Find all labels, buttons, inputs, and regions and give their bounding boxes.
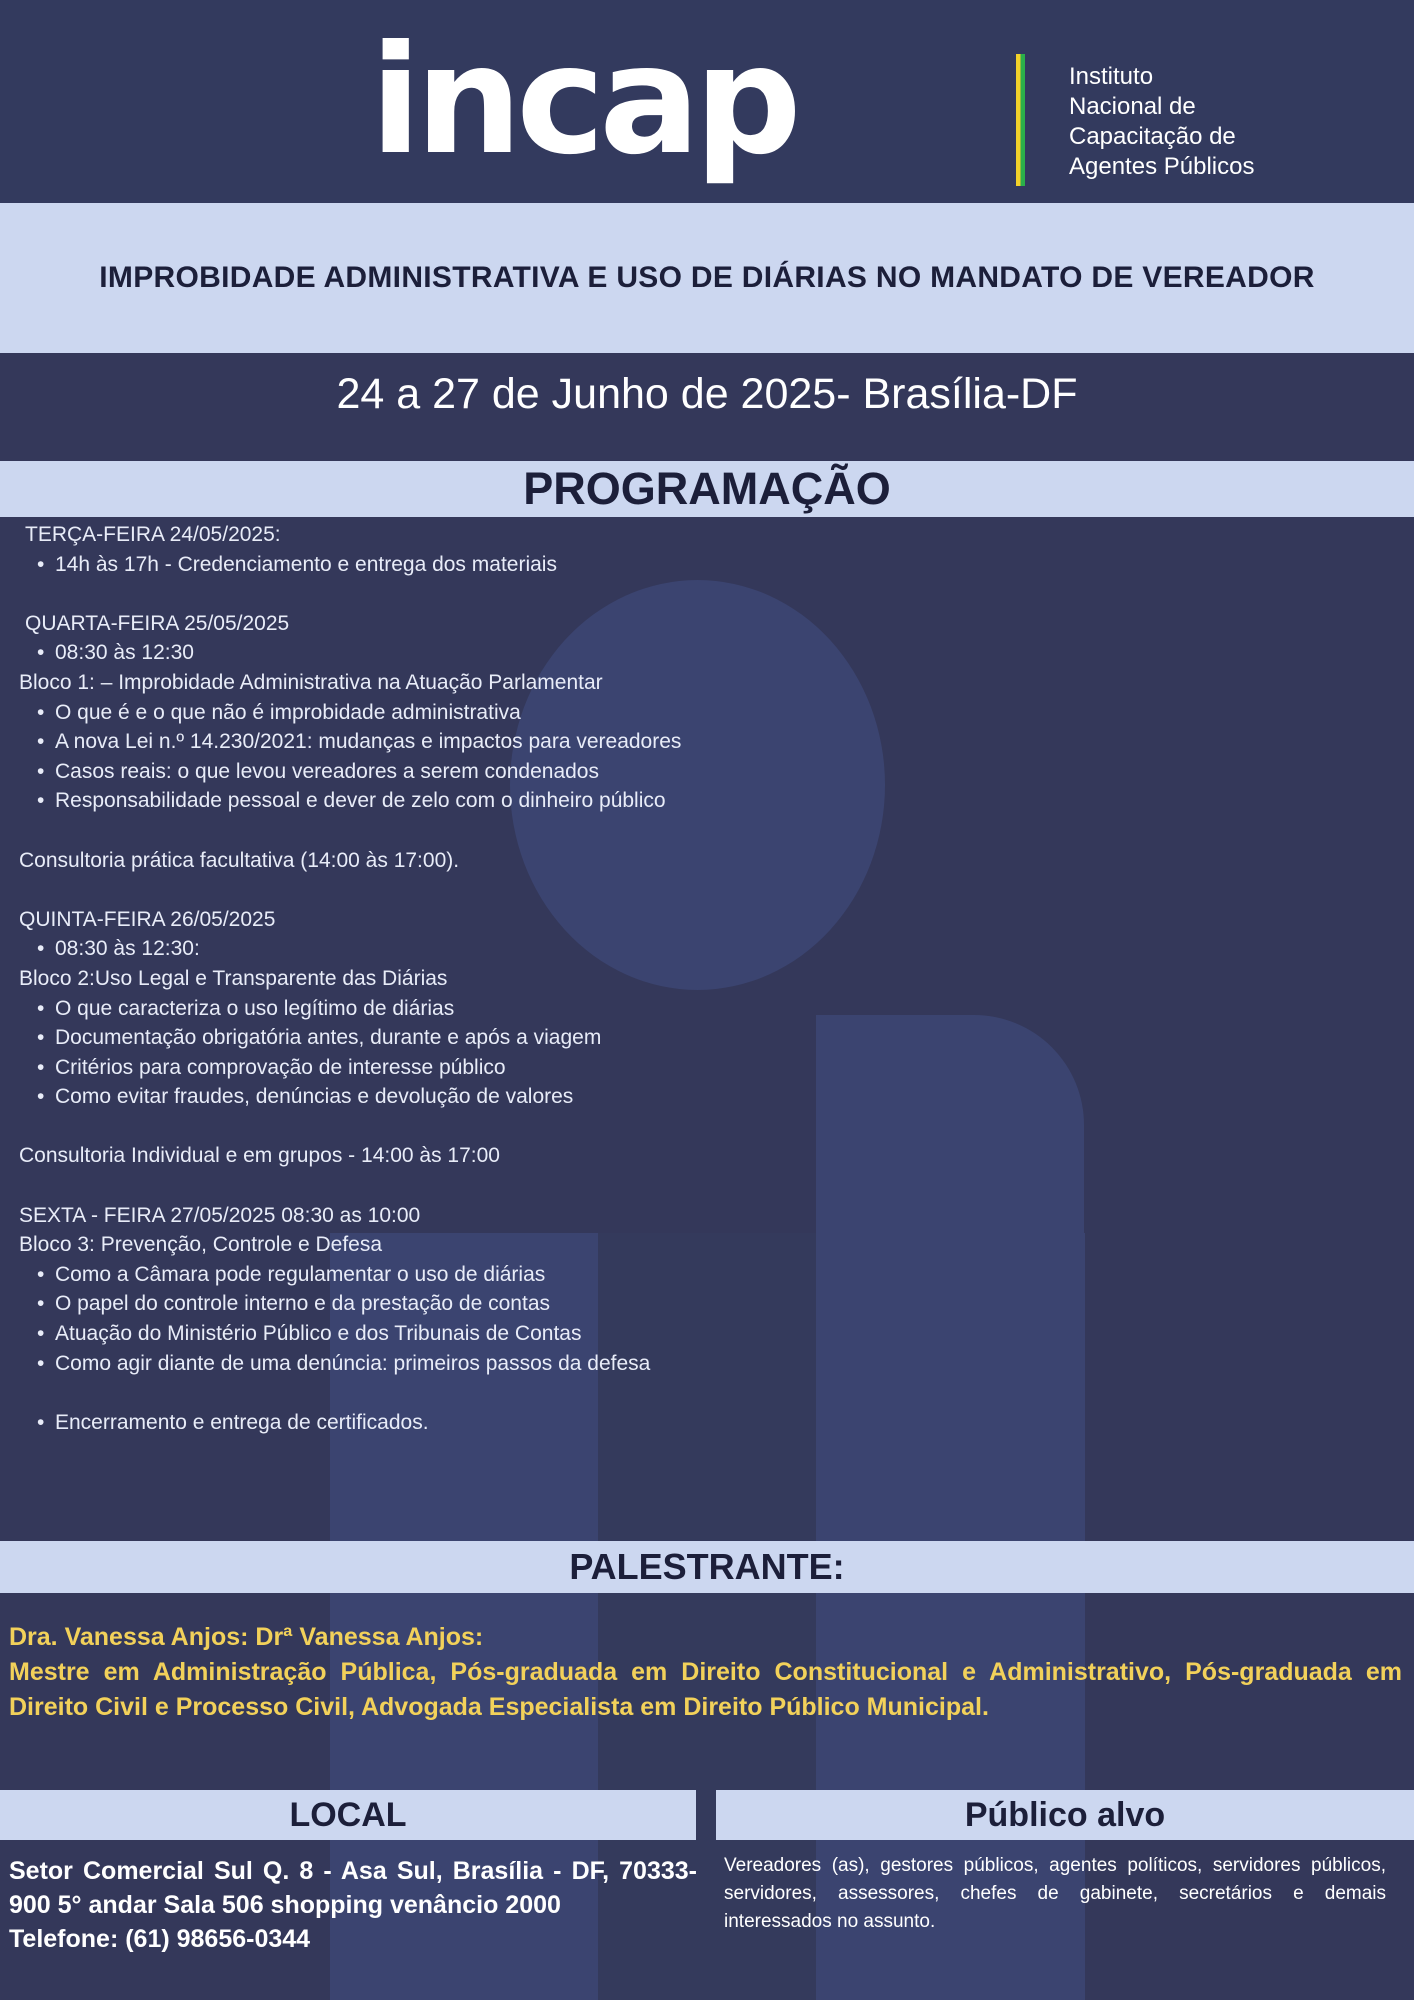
header (0, 0, 1414, 203)
schedule-bullet-item: • O que é e o que não é improbidade administrativa (19, 698, 1119, 728)
local-address: Setor Comercial Sul Q. 8 - Asa Sul, Brasília - DF, 70333-900 5° andar Sala 506 shopping venâncio 2000 (9, 1857, 697, 1919)
schedule-bullet-item: • Como agir diante de uma denúncia: primeiros passos da defesa (19, 1349, 1119, 1379)
schedule-line: Bloco 1: – Improbidade Administrativa na Atuação Parlamentar (19, 670, 603, 694)
schedule-spacer (19, 1112, 1119, 1142)
programacao-heading: PROGRAMAÇÃO (523, 463, 891, 514)
schedule-line: Consultoria prática facultativa (14:00 às 17:00). (19, 848, 460, 872)
schedule-bullet-item: • Casos reais: o que levou vereadores a serem condenados (19, 757, 1119, 787)
logo-wordmark: incap (370, 14, 796, 188)
schedule-spacer (19, 875, 1119, 905)
speaker-name: Dra. Vanessa Anjos: Drª Vanessa Anjos: (9, 1623, 484, 1651)
logo-divider-bar (1016, 54, 1025, 186)
schedule-bullet-item: • 08:30 às 12:30 (19, 638, 1119, 668)
publico-alvo-text: Vereadores (as), gestores públicos, agentes políticos, servidores públicos, servidores, assessores, chefes de gabinete, secretários e demais interessados no assunto. (724, 1855, 1386, 1932)
schedule-bullet-item: • Responsabilidade pessoal e dever de zelo com o dinheiro público (19, 786, 1119, 816)
schedule-line: QUINTA-FEIRA 26/05/2025 (19, 907, 276, 931)
local-heading: LOCAL (289, 1795, 407, 1834)
local-band (0, 1790, 696, 1840)
schedule-bullet-item: • Documentação obrigatória antes, durante e após a viagem (19, 1023, 1119, 1053)
schedule-line: Bloco 3: Prevenção, Controle e Defesa (19, 1233, 383, 1257)
schedule-bullet-item: • Atuação do Ministério Público e dos Tribunais de Contas (19, 1319, 1119, 1349)
schedule-bullet-item: • A nova Lei n.º 14.230/2021: mudanças e impactos para vereadores (19, 727, 1119, 757)
event-title: IMPROBIDADE ADMINISTRATIVA E USO DE DIÁRIAS NO MANDATO DE VEREADOR (99, 261, 1315, 294)
logo-subtitle-line: Instituto (1069, 63, 1154, 90)
schedule-spacer (19, 579, 1119, 609)
schedule-line: SEXTA - FEIRA 27/05/2025 08:30 as 10:00 (19, 1203, 421, 1227)
event-date-location: 24 a 27 de Junho de 2025- Brasília-DF (336, 370, 1078, 418)
schedule-bullet-item: • Como a Câmara pode regulamentar o uso de diárias (19, 1260, 1119, 1290)
publico-alvo-info (724, 1852, 1386, 1936)
schedule-spacer (19, 1378, 1119, 1408)
speaker-info (9, 1620, 1402, 1725)
speaker-bio: Mestre em Administração Pública, Pós-graduada em Direito Constitucional e Administrativo, Pós-graduada em Direito Civil e Processo Civil, Advogada Especialista em Direito Público Municipal. (9, 1658, 1402, 1721)
palestrante-heading: PALESTRANTE: (569, 1546, 845, 1587)
schedule-bullet-item: • 08:30 às 12:30: (19, 934, 1119, 964)
event-title-band (0, 203, 1414, 353)
logo-subtitle-line: Agentes Públicos (1069, 153, 1255, 180)
schedule-bullet-item: • Como evitar fraudes, denúncias e devolução de valores (19, 1082, 1119, 1112)
publico-alvo-band (716, 1790, 1414, 1840)
schedule-spacer (19, 1171, 1119, 1201)
logo-subtitle-line: Capacitação de (1069, 123, 1236, 150)
schedule-line: QUARTA-FEIRA 25/05/2025 (25, 611, 290, 635)
programacao-band (0, 461, 1414, 517)
schedule-bullet-item: • 14h às 17h - Credenciamento e entrega dos materiais (19, 550, 1119, 580)
schedule-line: Consultoria Individual e em grupos - 14:00 às 17:00 (19, 1144, 500, 1168)
logo-subtitle-line: Nacional de (1069, 93, 1196, 120)
local-info (9, 1854, 697, 1956)
schedule-bullet-item: • O papel do controle interno e da prestação de contas (19, 1289, 1119, 1319)
schedule-bullet-item: • Critérios para comprovação de interesse público (19, 1053, 1119, 1083)
schedule-list (19, 520, 1119, 1437)
local-phone: Telefone: (61) 98656-0344 (9, 1925, 311, 1953)
schedule-spacer (19, 816, 1119, 846)
logo-subtitle (1069, 62, 1299, 182)
publico-alvo-heading: Público alvo (964, 1795, 1166, 1834)
schedule-line: Bloco 2:Uso Legal e Transparente das Diárias (19, 966, 448, 990)
schedule-bullet-item: • O que caracteriza o uso legítimo de diárias (19, 994, 1119, 1024)
schedule-line: TERÇA-FEIRA 24/05/2025: (25, 523, 281, 546)
palestrante-band (0, 1541, 1414, 1593)
schedule-bullet-item: • Encerramento e entrega de certificados. (19, 1408, 1119, 1438)
